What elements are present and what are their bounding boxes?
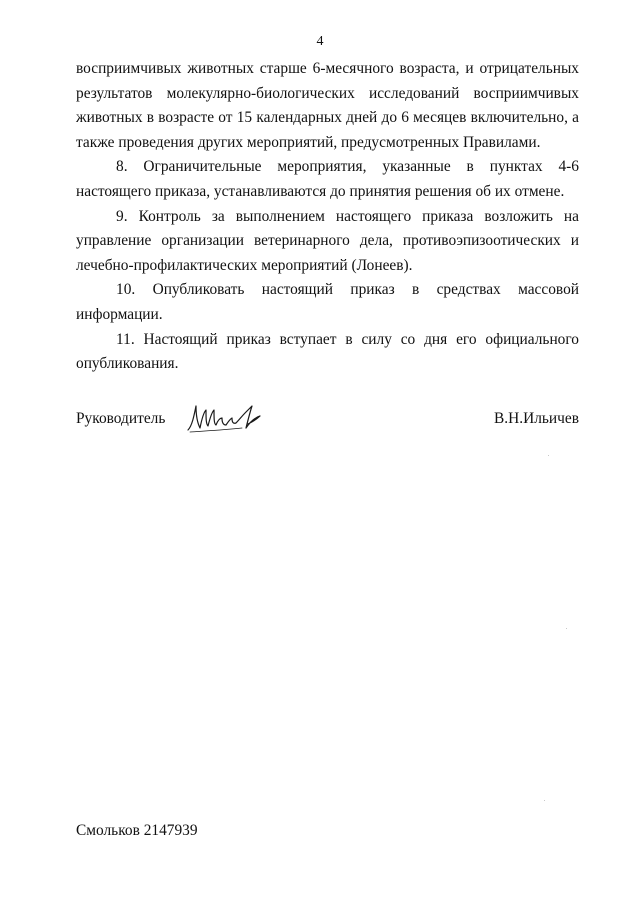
handwritten-signature bbox=[184, 398, 274, 438]
paragraph-item-8: 8. Ограничительные мероприятия, указанные в пунктах 4-6 настоящего приказа, устанавливаются до принятия решения об их отмене. bbox=[76, 158, 579, 200]
signatory-title: Руководитель bbox=[76, 410, 166, 427]
document-body bbox=[76, 57, 579, 377]
scan-speck bbox=[544, 800, 545, 801]
scan-speck bbox=[566, 628, 567, 629]
paragraph-item-11: 11. Настоящий приказ вступает в силу со дня его официального опубликования. bbox=[76, 330, 579, 373]
scan-speck bbox=[548, 455, 549, 456]
paragraph-item-9: 9. Контроль за выполнением настоящего приказа возложить на управление организации ветеринарного дела, противоэпизоотических и лечебно-профилактических мероприятий (Лонеев). bbox=[76, 207, 579, 274]
signatory-name: В.Н.Ильичев bbox=[494, 410, 579, 427]
signature-block bbox=[76, 408, 579, 438]
page-number: 4 bbox=[316, 34, 324, 49]
paragraph-item-10: 10. Опубликовать настоящий приказ в средствах массовой информации. bbox=[76, 281, 579, 323]
paragraph-continuation: восприимчивых животных старше 6-месячного возраста, и отрицательных результатов молекулярно-биологических исследований восприимчивых животных в возрасте от 15 календарных дней до 6 месяцев включительно, а также проведения других мероприятий, предусмотренных Правилами. bbox=[76, 60, 579, 151]
executor-note: Смольков 2147939 bbox=[76, 822, 198, 839]
